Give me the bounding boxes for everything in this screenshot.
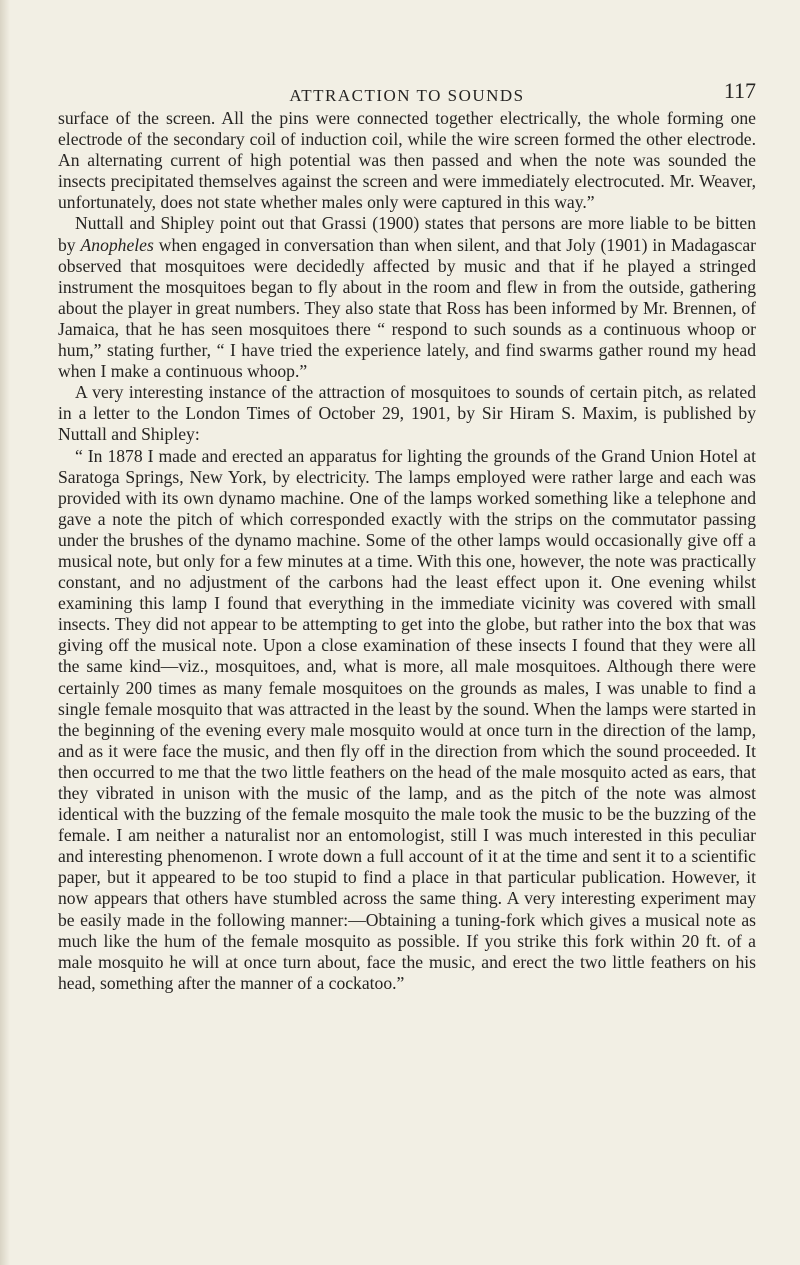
running-head: ATTRACTION TO SOUNDS (289, 86, 525, 105)
italic-genus-name: Anopheles (80, 234, 154, 255)
paragraph: A very interesting instance of the attraction of mosquitoes to sounds of certain pitch, as related in a letter to the London Times of October 29, 1901, by Sir Hiram S. Maxim, is published by Nuttall and Shipley: (58, 382, 756, 445)
page-binding-edge (0, 0, 10, 1265)
book-page (58, 0, 756, 994)
paragraph: surface of the screen. All the pins were connected together electrically, the whole forming one electrode of the secondary coil of induction coil, while the wire screen formed the other electrode. An alternating current of high potential was then passed and when the note was sounded the insects precipitated themselves against the screen and were immediately electrocuted. Mr. Weaver, unfortunately, does not state whether males only were captured in this way.” (58, 108, 756, 213)
paragraph: Nuttall and Shipley point out that Grassi (1900) states that persons are more liable to be bitten by Anopheles when engaged in conversation than when silent, and that Joly (1901) in Madagascar observed that mosquitoes were decidedly affected by music and that if he played a stringed instrument the mosquitoes began to fly about in the room and flew in from the outside, gathering about the player in great numbers. They also state that Ross has been informed by Mr. Brennen, of Jamaica, that he has seen mosquitoes there “ respond to such sounds as a continuous whoop or hum,” stating further, “ I have tried the experience lately, and find swarms gather round my head when I make a continuous whoop.” (58, 213, 756, 382)
page-number: 117 (723, 78, 756, 103)
page-header (58, 0, 756, 108)
body-text (58, 108, 756, 994)
quoted-paragraph: “ In 1878 I made and erected an apparatus for lighting the grounds of the Grand Union Hotel at Saratoga Springs, New York, by electricity. The lamps employed were rather large and each was provided with its own dynamo machine. One of the lamps worked something like a telephone and gave a note the pitch of which corresponded exactly with the strips on the commutator passing under the brushes of the dynamo machine. Some of the other lamps would occasionally give off a musical note, but only for a few minutes at a time. With this one, however, the note was practically constant, and no adjustment of the carbons had the least effect upon it. One evening whilst examining this lamp I found that everything in the immediate vicinity was covered with small insects. They did not appear to be attempting to get into the globe, but rather into the box that was giving off the musical note. Upon a close examination of these insects I found that they were all the same kind—viz., mosquitoes, and, what is more, all male mosquitoes. Although there were certainly 200 times as many female mosquitoes on the grounds as males, I was unable to find a single female mosquito that was attracted in the least by the sound. When the lamps were started in the beginning of the evening every male mosquito would at once turn in the direction of the lamp, and as it were face the music, and then fly off in the direction from which the sound proceeded. It then occurred to me that the two little feathers on the head of the male mosquito acted as ears, that they vibrated in unison with the music of the lamp, and as the pitch of the note was almost identical with the buzzing of the female mosquito the male took the music to be the buzzing of the female. I am neither a naturalist nor an entomologist, still I was much interested in this peculiar and interesting phenomenon. I wrote down a full account of it at the time and sent it to a scientific paper, but it appeared to be too stupid to find a place in that particular publication. However, it now appears that others have stumbled across the same thing. A very interesting experiment may be easily made in the following manner:—Obtaining a tuning-fork which gives a musical note as much like the hum of the female mosquito as possible. If you strike this fork within 20 ft. of a male mosquito he will at once turn about, face the music, and erect the two little feathers on his head, something after the manner of a cockatoo.” (58, 445, 756, 993)
